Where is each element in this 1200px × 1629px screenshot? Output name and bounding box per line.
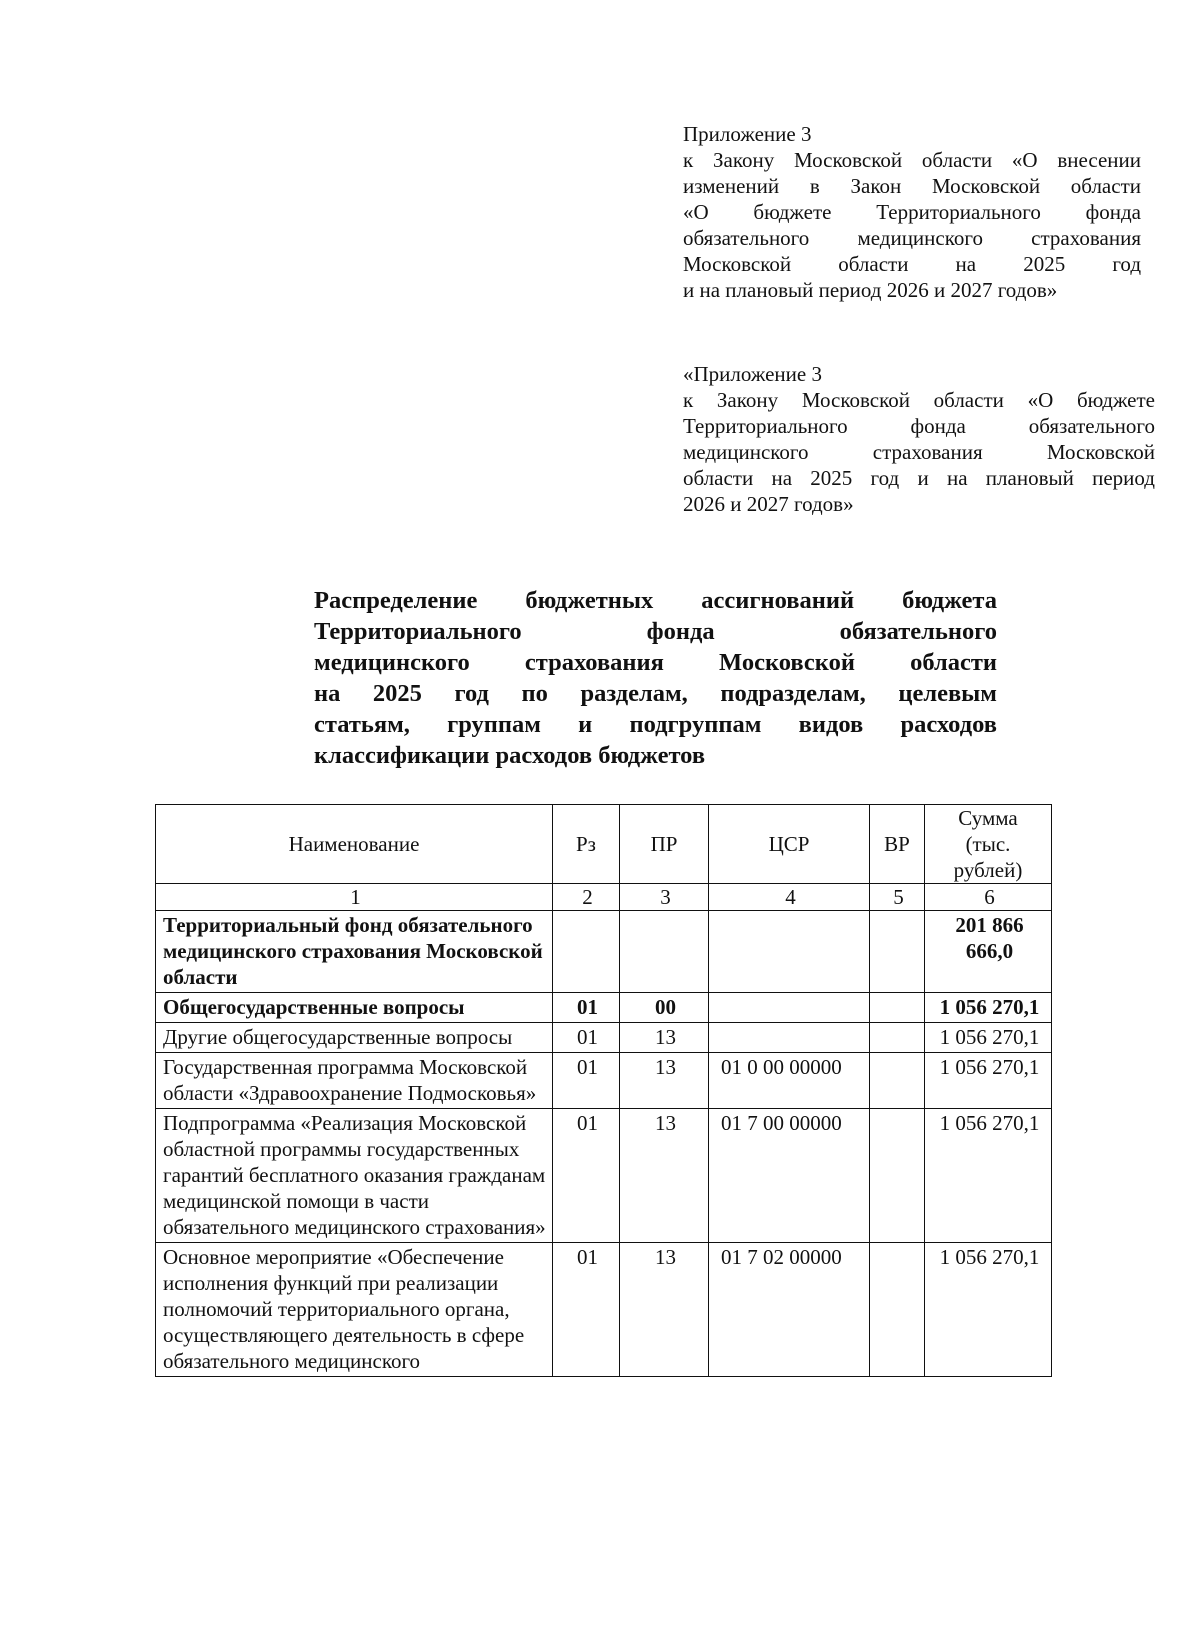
row-csr: 01 7 00 00000 xyxy=(709,1109,870,1243)
row-name: Другие общегосударственные вопросы xyxy=(156,1023,553,1053)
row-csr: 01 7 02 00000 xyxy=(709,1243,870,1377)
header-sum xyxy=(925,805,1052,884)
table-row xyxy=(156,1053,1052,1109)
row-pr xyxy=(620,911,709,993)
column-number: 4 xyxy=(709,884,870,911)
row-vr xyxy=(870,1243,925,1377)
row-vr xyxy=(870,1053,925,1109)
title-line: Распределение бюджетных ассигнований бюджета xyxy=(314,587,997,614)
table-row xyxy=(156,1109,1052,1243)
row-sum: 1 056 270,1 xyxy=(925,1243,1052,1377)
row-name: Территориальный фонд обязательного медицинского страхования Московской области xyxy=(156,911,553,993)
row-rz: 01 xyxy=(553,1109,620,1243)
row-csr xyxy=(709,911,870,993)
appendix-line: Территориального фонда обязательного xyxy=(683,414,1155,438)
header-csr: ЦСР xyxy=(709,805,870,884)
appendix-line: к Закону Московской области «О бюджете xyxy=(683,388,1155,412)
row-sum: 1 056 270,1 xyxy=(925,993,1052,1023)
row-sum: 1 056 270,1 xyxy=(925,1053,1052,1109)
table-row xyxy=(156,911,1052,993)
row-pr: 13 xyxy=(620,1109,709,1243)
row-csr xyxy=(709,1023,870,1053)
appendix-line: медицинского страхования Московской xyxy=(683,440,1155,464)
budget-allocation-table xyxy=(155,804,1052,1377)
appendix-line: изменений в Закон Московской области xyxy=(683,174,1141,198)
column-number: 5 xyxy=(870,884,925,911)
header-pr: ПР xyxy=(620,805,709,884)
appendix-line: Приложение 3 xyxy=(683,122,812,146)
header-rz: Рз xyxy=(553,805,620,884)
header-sum-line2: (тыс. рублей) xyxy=(953,832,1023,882)
header-vr: ВР xyxy=(870,805,925,884)
row-name: Общегосударственные вопросы xyxy=(156,993,553,1023)
table-header-row xyxy=(156,805,1052,884)
row-name: Государственная программа Московской области «Здравоохранение Подмосковья» xyxy=(156,1053,553,1109)
title-line: классификации расходов бюджетов xyxy=(314,742,706,769)
row-pr: 00 xyxy=(620,993,709,1023)
column-number: 1 xyxy=(156,884,553,911)
appendix-line: к Закону Московской области «О внесении xyxy=(683,148,1141,172)
header-name: Наименование xyxy=(156,805,553,884)
table-row xyxy=(156,993,1052,1023)
header-sum-line1: Сумма xyxy=(958,806,1018,830)
appendix-line: и на плановый период 2026 и 2027 годов» xyxy=(683,278,1058,302)
row-vr xyxy=(870,1109,925,1243)
row-csr: 01 0 00 00000 xyxy=(709,1053,870,1109)
column-number-row xyxy=(156,884,1052,911)
row-name: Подпрограмма «Реализация Московской областной программы государственных гарантий бесплатного оказания гражданам медицинской помощи в части обязательного медицинского страхования» xyxy=(156,1109,553,1243)
appendix-amending-law-reference xyxy=(683,121,1141,303)
appendix-original-law-reference xyxy=(683,361,1155,517)
appendix-line: области на 2025 год и на плановый период xyxy=(683,466,1155,490)
row-sum: 201 866 666,0 xyxy=(925,911,1052,993)
row-vr xyxy=(870,993,925,1023)
document-title xyxy=(314,585,997,771)
title-line: на 2025 год по разделам, подразделам, целевым xyxy=(314,680,997,707)
row-rz: 01 xyxy=(553,1053,620,1109)
appendix-line: 2026 и 2027 годов» xyxy=(683,492,854,516)
column-number: 6 xyxy=(925,884,1052,911)
row-rz: 01 xyxy=(553,1023,620,1053)
row-rz: 01 xyxy=(553,1243,620,1377)
column-number: 2 xyxy=(553,884,620,911)
title-line: медицинского страхования Московской области xyxy=(314,649,997,676)
row-csr xyxy=(709,993,870,1023)
row-sum: 1 056 270,1 xyxy=(925,1023,1052,1053)
row-vr xyxy=(870,1023,925,1053)
row-pr: 13 xyxy=(620,1243,709,1377)
row-vr xyxy=(870,911,925,993)
row-pr: 13 xyxy=(620,1023,709,1053)
table-row xyxy=(156,1023,1052,1053)
row-sum: 1 056 270,1 xyxy=(925,1109,1052,1243)
title-line: Территориального фонда обязательного xyxy=(314,618,997,645)
appendix-line: «Приложение 3 xyxy=(683,362,822,386)
title-line: статьям, группам и подгруппам видов расходов xyxy=(314,711,997,738)
appendix-line: обязательного медицинского страхования xyxy=(683,226,1141,250)
row-pr: 13 xyxy=(620,1053,709,1109)
column-number: 3 xyxy=(620,884,709,911)
row-rz xyxy=(553,911,620,993)
appendix-line: «О бюджете Территориального фонда xyxy=(683,200,1141,224)
table-row xyxy=(156,1243,1052,1377)
appendix-line: Московской области на 2025 год xyxy=(683,252,1141,276)
row-rz: 01 xyxy=(553,993,620,1023)
row-name: Основное мероприятие «Обеспечение исполнения функций при реализации полномочий территориального органа, осуществляющего деятельность в сфере обязательного медицинского xyxy=(156,1243,553,1377)
